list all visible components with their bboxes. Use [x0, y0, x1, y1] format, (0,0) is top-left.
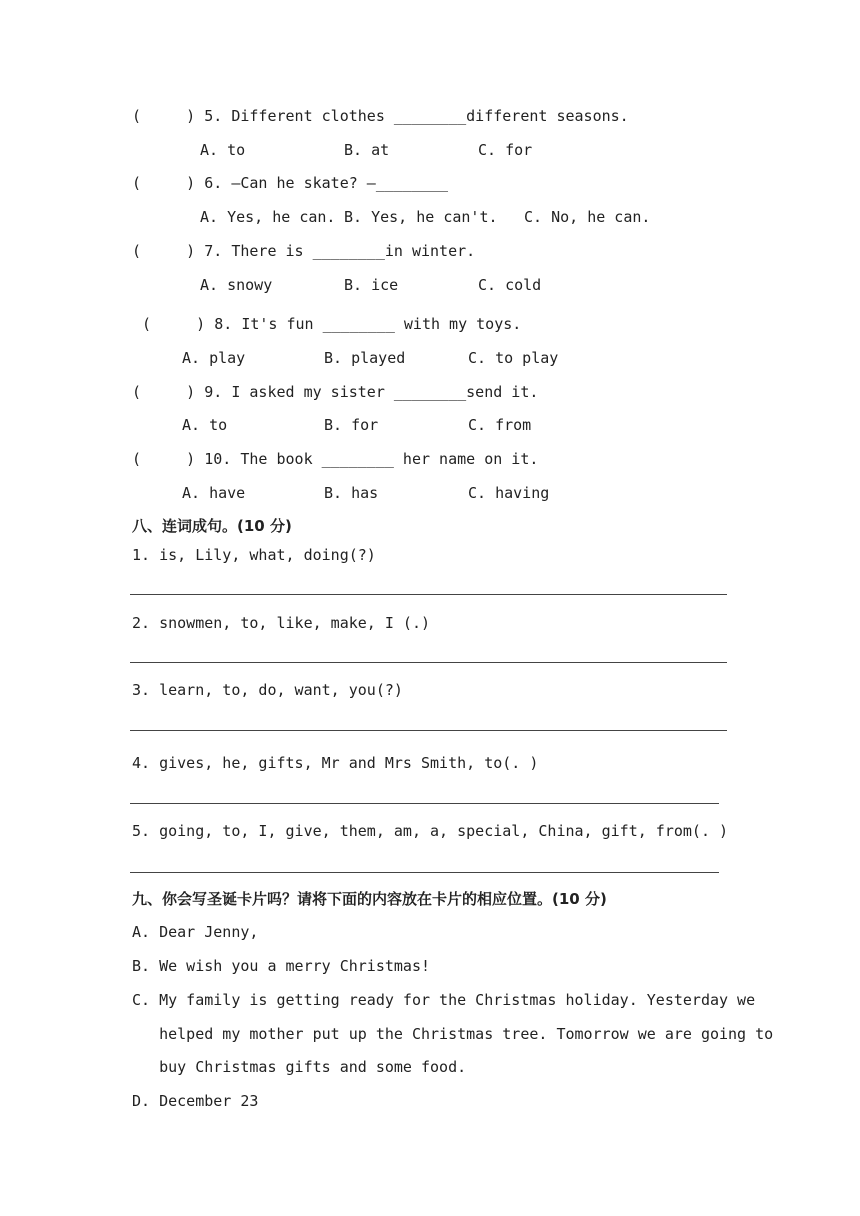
answer-line[interactable]	[130, 662, 727, 663]
option-b: B. Yes, he can't.	[344, 208, 498, 226]
question-stem: ( ) 6. —Can he skate? —________	[132, 174, 449, 192]
option-c: C. cold	[478, 276, 542, 294]
card-part: helped my mother put up the Christmas tree. Tomorrow we are going to	[132, 1025, 774, 1043]
option-b: B. played	[324, 349, 406, 367]
option-c: C. having	[468, 484, 550, 502]
card-part: buy Christmas gifts and some food.	[132, 1058, 467, 1076]
section-heading: 九、你会写圣诞卡片吗？请将下面的内容放在卡片的相应位置。(10 分)	[132, 890, 607, 908]
option-b: B. ice	[344, 276, 399, 294]
option-c: C. for	[478, 141, 533, 159]
option-c: C. No, he can.	[524, 208, 651, 226]
question-stem: ( ) 7. There is ________in winter.	[132, 242, 476, 260]
option-a: A. to	[182, 416, 228, 434]
sentence-item: 3. learn, to, do, want, you(?)	[132, 681, 403, 699]
option-a: A. play	[182, 349, 246, 367]
option-b: B. has	[324, 484, 379, 502]
section-heading: 八、连词成句。(10 分)	[132, 517, 292, 535]
card-part: B. We wish you a merry Christmas!	[132, 957, 431, 975]
option-a: A. have	[182, 484, 246, 502]
question-stem: ( ) 5. Different clothes ________different seasons.	[132, 107, 629, 125]
sentence-item: 1. is, Lily, what, doing(?)	[132, 546, 376, 564]
card-part: A. Dear Jenny,	[132, 923, 259, 941]
question-stem: ( ) 8. It's fun ________ with my toys.	[142, 315, 522, 333]
answer-line[interactable]	[130, 803, 719, 804]
card-part: C. My family is getting ready for the Christmas holiday. Yesterday we	[132, 991, 756, 1009]
sentence-item: 2. snowmen, to, like, make, I (.)	[132, 614, 431, 632]
answer-line[interactable]	[130, 872, 719, 873]
answer-line[interactable]	[130, 594, 727, 595]
option-c: C. from	[468, 416, 532, 434]
option-a: A. snowy	[200, 276, 273, 294]
card-part: D. December 23	[132, 1092, 259, 1110]
question-stem: ( ) 10. The book ________ her name on it.	[132, 450, 539, 468]
option-b: B. at	[344, 141, 390, 159]
sentence-item: 5. going, to, I, give, them, am, a, special, China, gift, from(. )	[132, 822, 729, 840]
sentence-item: 4. gives, he, gifts, Mr and Mrs Smith, to(. )	[132, 754, 539, 772]
question-stem: ( ) 9. I asked my sister ________send it.	[132, 383, 539, 401]
option-a: A. to	[200, 141, 246, 159]
option-b: B. for	[324, 416, 379, 434]
option-c: C. to play	[468, 349, 559, 367]
option-a: A. Yes, he can.	[200, 208, 336, 226]
answer-line[interactable]	[130, 730, 727, 731]
